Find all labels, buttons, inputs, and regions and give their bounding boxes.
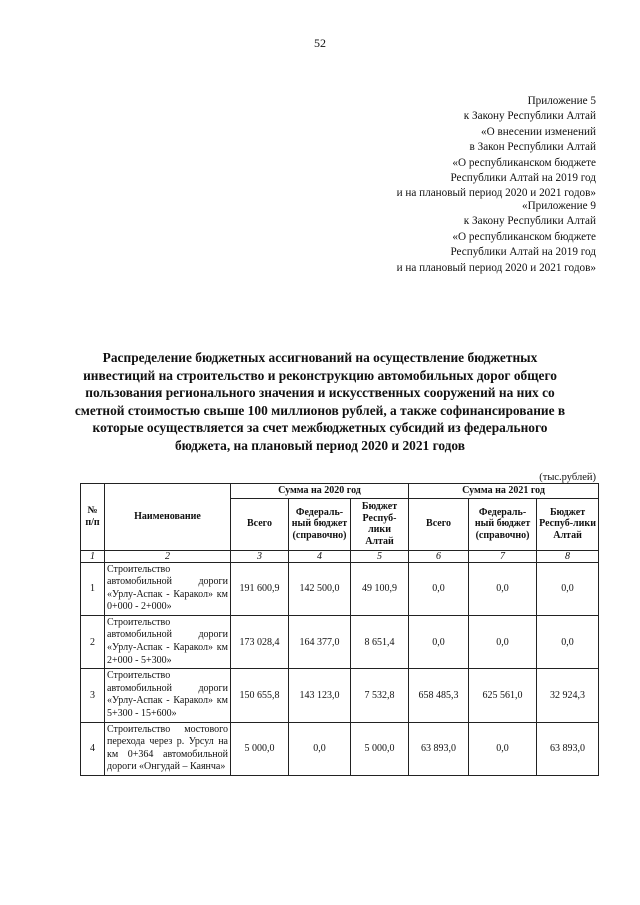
table-row [81, 562, 599, 615]
row-number: 1 [81, 562, 105, 615]
row-name: Строительство автомобильной дороги «Урлу-Аспак - Каракол» км 5+300 - 15+600» [105, 669, 231, 722]
row-number: 4 [81, 722, 105, 775]
cell-total-2020: 150 655,8 [231, 669, 289, 722]
column-number: 8 [537, 550, 599, 562]
row-name: Строительство автомобильной дороги «Урлу-Аспак - Каракол» км 0+000 - 2+000» [105, 562, 231, 615]
cell-republic-2020: 8 651,4 [351, 615, 409, 668]
cell-total-2021: 0,0 [409, 615, 469, 668]
appendix-line: «Приложение 9 [521, 200, 596, 212]
header-federal-2021: Федераль-ный бюджет (справочно) [469, 498, 537, 550]
appendix-line: «О внесении изменений [480, 125, 596, 138]
appendix-line: и на плановый период 2020 и 2021 годов» [396, 187, 596, 200]
header-name: Наименование [105, 484, 231, 551]
column-number: 2 [105, 550, 231, 562]
appendix-line: Республики Алтай на 2019 год [450, 246, 596, 259]
header-total-2021: Всего [409, 498, 469, 550]
cell-republic-2020: 7 532,8 [351, 669, 409, 722]
cell-total-2020: 5 000,0 [231, 722, 289, 775]
header-num: № п/п [81, 484, 105, 551]
header-republic-2021: Бюджет Респуб-лики Алтай [537, 498, 599, 550]
appendix-line: Республики Алтай на 2019 год [450, 172, 596, 185]
cell-republic-2020: 5 000,0 [351, 722, 409, 775]
appendix-line: «О республиканском бюджете [452, 230, 596, 243]
cell-federal-2021: 625 561,0 [469, 669, 537, 722]
appendix-line: Приложение 5 [527, 95, 596, 107]
cell-federal-2020: 0,0 [289, 722, 351, 775]
row-name: Строительство автомобильной дороги «Урлу-Аспак - Каракол» км 2+000 - 5+300» [105, 615, 231, 668]
appendix-5-header [397, 94, 596, 202]
appendix-line: в Закон Республики Алтай [469, 141, 596, 154]
row-name: Строительство мостового перехода через р. Урсул на км 0+364 автомобильной дороги «Онгудай – Каянча» [105, 722, 231, 775]
table-row [81, 615, 599, 668]
table-row [81, 722, 599, 775]
header-republic-2020: Бюджет Респуб-лики Алтай [351, 498, 409, 550]
header-sum-2020: Сумма на 2020 год [231, 484, 409, 499]
header-federal-2020: Федераль-ный бюджет (справочно) [289, 498, 351, 550]
column-number: 6 [409, 550, 469, 562]
budget-table [80, 483, 599, 776]
page-number: 52 [314, 36, 326, 50]
appendix-line: к Закону Республики Алтай [463, 215, 596, 228]
cell-federal-2020: 164 377,0 [289, 615, 351, 668]
cell-federal-2020: 143 123,0 [289, 669, 351, 722]
units-label: (тыс.рублей) [539, 472, 596, 483]
cell-federal-2020: 142 500,0 [289, 562, 351, 615]
cell-republic-2021: 32 924,3 [537, 669, 599, 722]
cell-total-2021: 63 893,0 [409, 722, 469, 775]
cell-republic-2021: 63 893,0 [537, 722, 599, 775]
appendix-line: и на плановый период 2020 и 2021 годов» [396, 261, 596, 274]
cell-republic-2020: 49 100,9 [351, 562, 409, 615]
appendix-line: к Закону Республики Алтай [463, 110, 596, 123]
column-number: 5 [351, 550, 409, 562]
appendix-9-header [397, 199, 596, 276]
header-sum-2021: Сумма на 2021 год [409, 484, 599, 499]
row-number: 2 [81, 615, 105, 668]
row-number: 3 [81, 669, 105, 722]
cell-total-2021: 658 485,3 [409, 669, 469, 722]
cell-republic-2021: 0,0 [537, 615, 599, 668]
cell-federal-2021: 0,0 [469, 562, 537, 615]
cell-republic-2021: 0,0 [537, 562, 599, 615]
table-row [81, 669, 599, 722]
cell-federal-2021: 0,0 [469, 615, 537, 668]
cell-total-2020: 173 028,4 [231, 615, 289, 668]
appendix-line: «О республиканском бюджете [452, 156, 596, 169]
cell-total-2020: 191 600,9 [231, 562, 289, 615]
header-total-2020: Всего [231, 498, 289, 550]
cell-federal-2021: 0,0 [469, 722, 537, 775]
document-title: Распределение бюджетных ассигнований на осуществление бюджетных инвестиций на строительство и реконструкцию автомобильных дорог общего пользования регионального значения и искусственных сооружений на них со сметной стоимостью свыше 100 миллионов рублей, а также софинансирование в которые осуществляется за счет межбюджетных субсидий из федерального бюджета, на плановый период 2020 и 2021 годов [74, 350, 566, 453]
cell-total-2021: 0,0 [409, 562, 469, 615]
column-number: 4 [289, 550, 351, 562]
column-number: 3 [231, 550, 289, 562]
column-number: 1 [81, 550, 105, 562]
column-number: 7 [469, 550, 537, 562]
